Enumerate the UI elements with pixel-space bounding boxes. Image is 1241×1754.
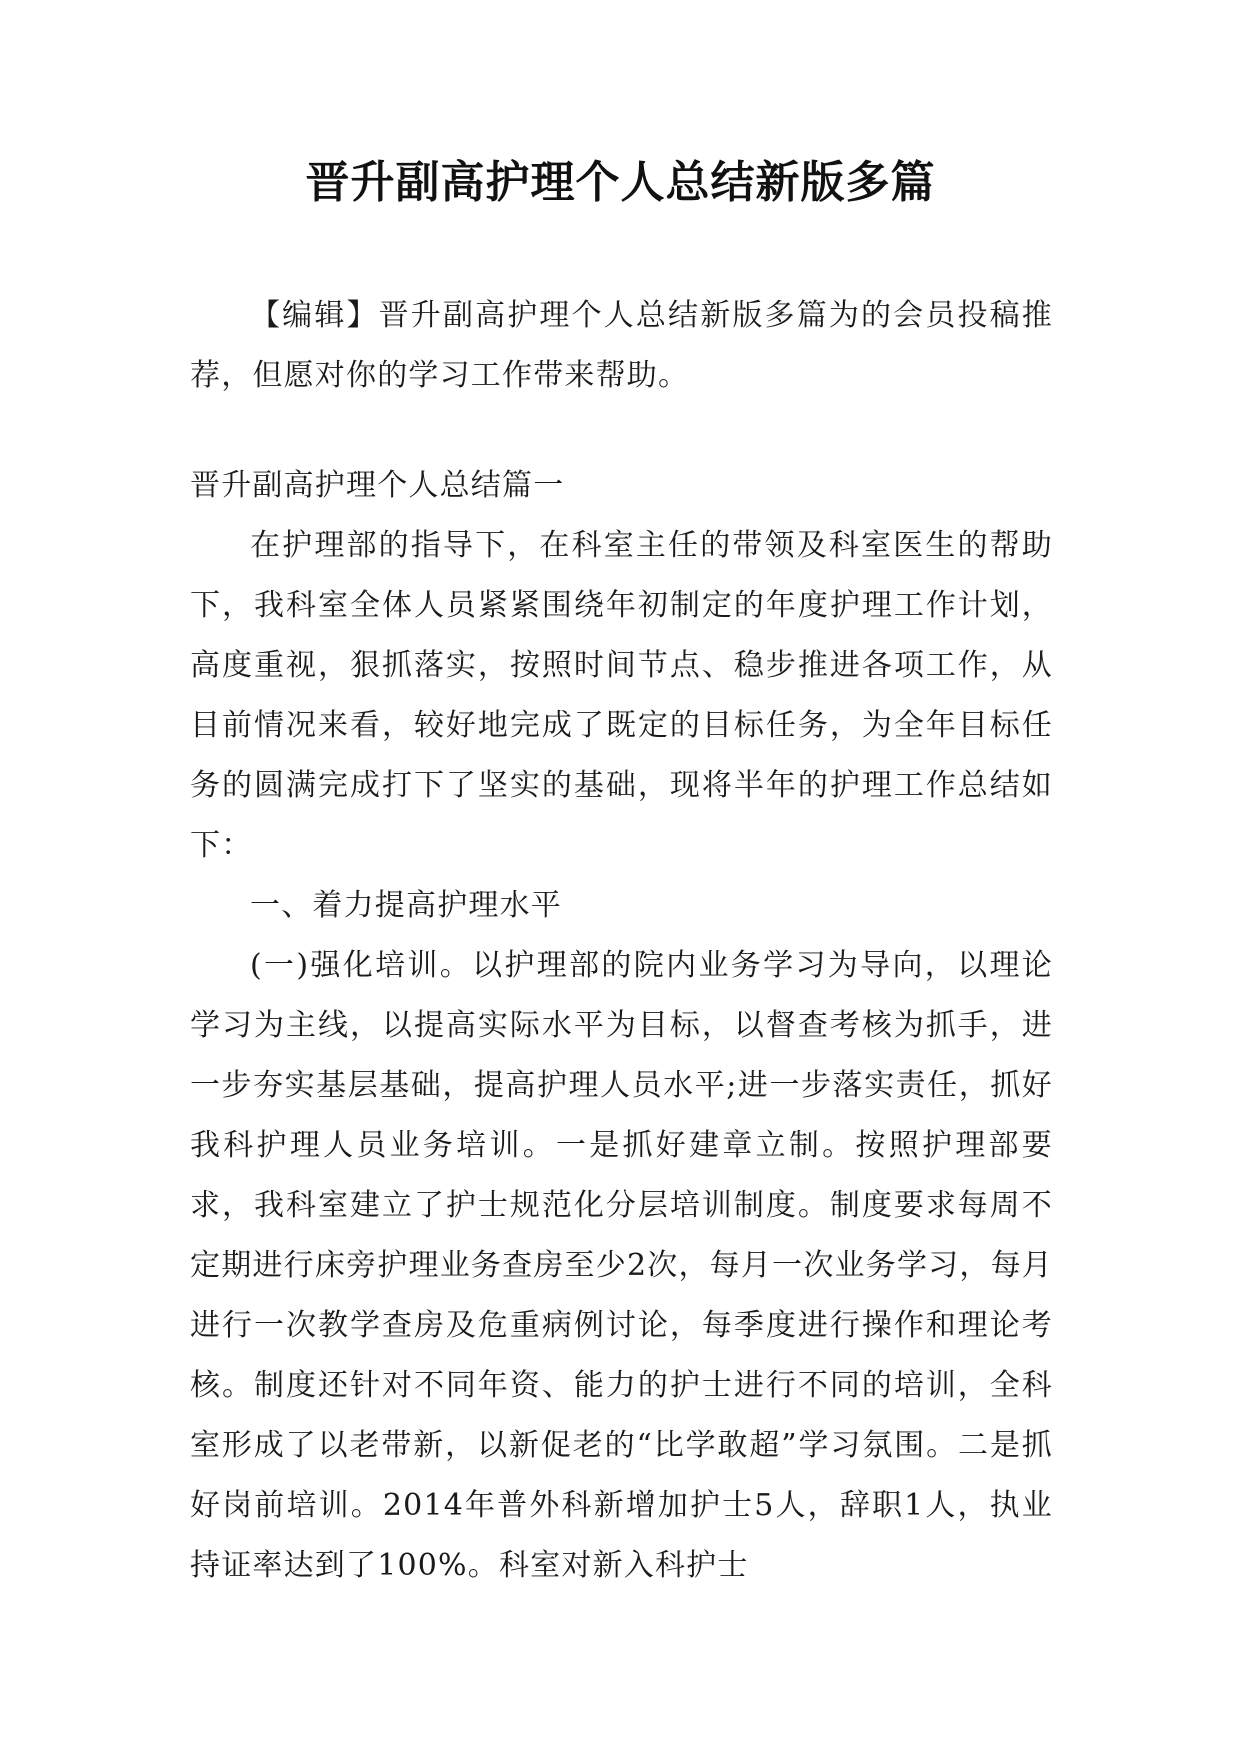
subsection-heading: 一、着力提高护理水平: [250, 888, 562, 923]
document-title: 晋升副高护理个人总结新版多篇: [305, 157, 936, 208]
intro-paragraph: 【编辑】晋升副高护理个人总结新版多篇为的会员投稿推荐，但愿对你的学习工作带来帮助。: [190, 298, 1053, 393]
section-heading: 晋升副高护理个人总结篇一: [190, 468, 565, 503]
body-paragraph: 在护理部的指导下，在科室主任的带领及科室医生的帮助下，我科室全体人员紧紧围绕年初制定的年度护理工作计划，高度重视，狠抓落实，按照时间节点、稳步推进各项工作，从目前情况来看，较好地完成了既定的目标任务，为全年目标任务的圆满完成打下了坚实的基础，现将半年的护理工作总结如下：: [190, 528, 1053, 863]
body-paragraph: (一)强化培训。以护理部的院内业务学习为导向，以理论学习为主线，以提高实际水平为目标，以督查考核为抓手，进一步夯实基层基础，提高护理人员水平;进一步落实责任，抓好我科护理人员业务培训。一是抓好建章立制。按照护理部要求，我科室建立了护士规范化分层培训制度。制度要求每周不定期进行床旁护理业务查房至少2次，每月一次业务学习，每月进行一次教学查房及危重病例讨论，每季度进行操作和理论考核。制度还针对不同年资、能力的护士进行不同的培训，全科室形成了以老带新，以新促老的“比学敢超”学习氛围。二是抓好岗前培训。2014年普外科新增加护士5人，辞职1人，执业持证率达到了100%。科室对新入科护士: [190, 948, 1053, 1583]
